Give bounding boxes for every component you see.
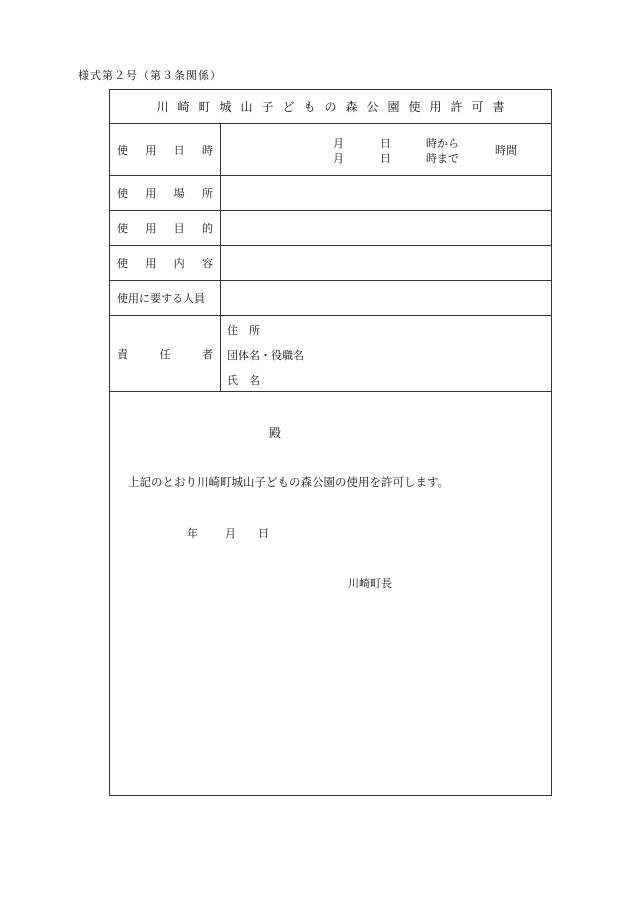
- form-title: 川崎町城山子どもの森公園使用許可書: [110, 90, 551, 124]
- start-hour: 時から: [426, 137, 459, 150]
- end-hour: 時まで: [426, 152, 459, 165]
- personnel-field[interactable]: [221, 281, 551, 315]
- usage-content-label: 使 用 内 容: [110, 246, 221, 280]
- personnel-row: [110, 281, 551, 316]
- issuer-name: 川崎町長: [348, 577, 392, 590]
- end-day: 日: [380, 152, 391, 165]
- usage-purpose-label: 使 用 目 的: [110, 211, 221, 245]
- usage-datetime-label: 使 用 日 時: [110, 124, 221, 175]
- usage-datetime-field[interactable]: [221, 124, 551, 175]
- usage-datetime-row: [110, 124, 551, 176]
- end-month: 月: [333, 152, 344, 165]
- issue-year: 年: [187, 527, 198, 540]
- responsible-person-row: [110, 316, 551, 392]
- permit-body: [110, 392, 551, 795]
- form-number-label: 様式第２号（第３条関係）: [78, 69, 222, 82]
- usage-place-label: 使 用 場 所: [110, 176, 221, 210]
- usage-purpose-row: [110, 211, 551, 246]
- usage-place-field[interactable]: [221, 176, 551, 210]
- name-label: 氏 名: [227, 374, 260, 387]
- responsible-person-label: 責 任 者: [110, 316, 221, 391]
- addressee-suffix: 殿: [269, 426, 282, 440]
- usage-place-row: [110, 176, 551, 211]
- start-day: 日: [380, 137, 391, 150]
- usage-content-field[interactable]: [221, 246, 551, 280]
- personnel-label: 使用に要する人員: [110, 281, 221, 315]
- usage-purpose-field[interactable]: [221, 211, 551, 245]
- permit-form: [109, 89, 552, 796]
- responsible-person-field[interactable]: [221, 316, 551, 391]
- start-month: 月: [333, 137, 344, 150]
- usage-content-row: [110, 246, 551, 281]
- permit-statement: 上記のとおり川崎町城山子どもの森公園の使用を許可します。: [128, 475, 450, 489]
- issue-month: 月: [225, 527, 236, 540]
- total-hours: 時間: [495, 144, 517, 157]
- group-title-label: 団体名・役職名: [227, 349, 304, 362]
- address-label: 住 所: [227, 324, 260, 337]
- issue-day: 日: [258, 527, 269, 540]
